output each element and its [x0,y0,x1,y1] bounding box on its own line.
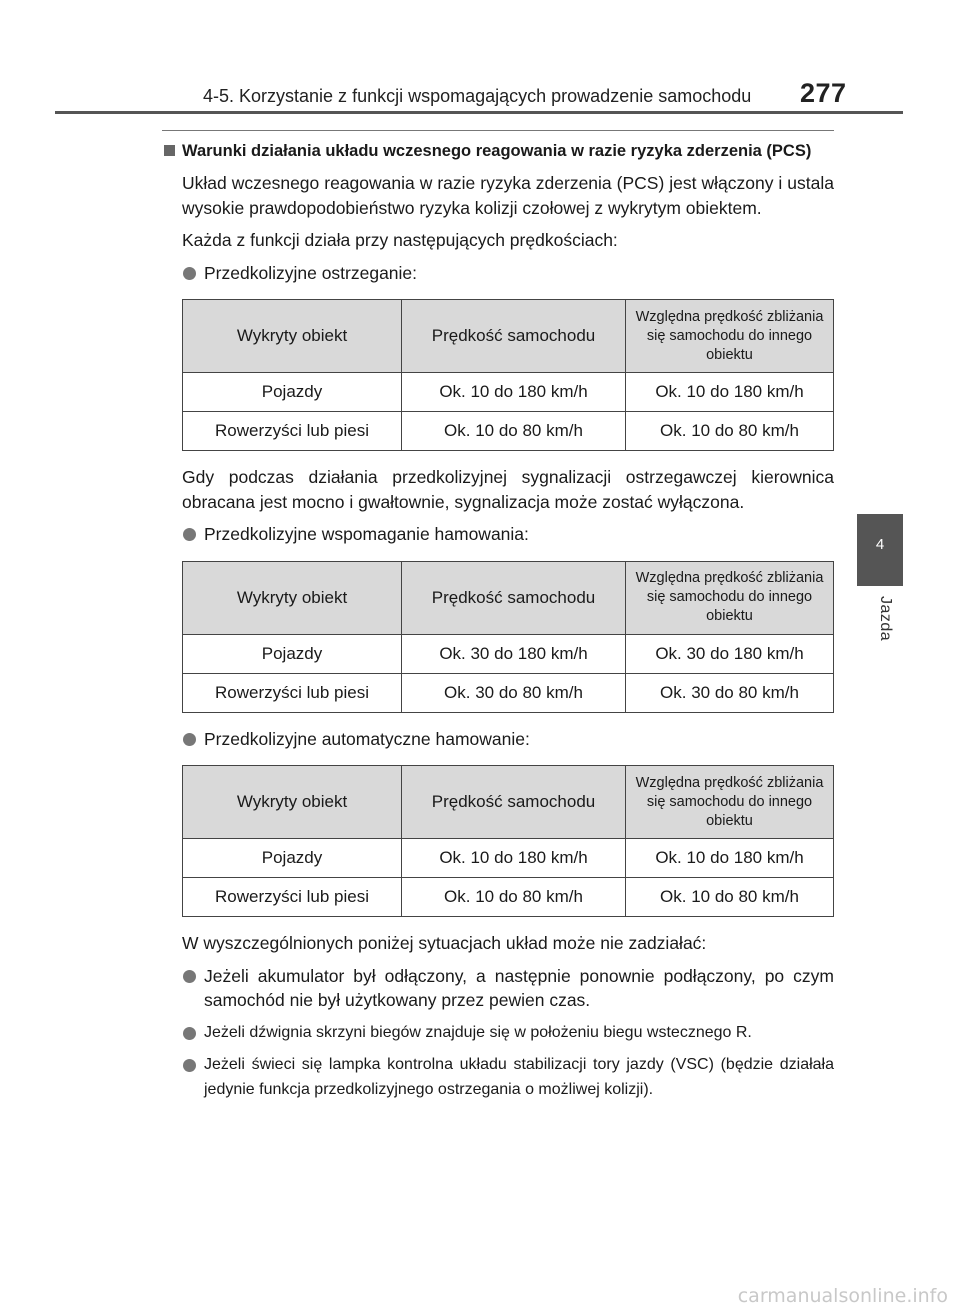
list-item [162,964,834,1013]
header-detected-object: Wykryty obiekt [183,300,402,373]
table-row [183,878,834,917]
header-vehicle-speed: Prędkość samochodu [402,766,626,839]
header-relative-speed: Względna prędkość zbliżania się samochodu do innego obiektu [626,300,834,373]
table-header-row [183,300,834,373]
speed-table-warning [182,299,834,451]
header-vehicle-speed: Prędkość samochodu [402,561,626,634]
list-item [162,727,834,752]
bullet-icon [183,970,196,983]
table-row [183,373,834,412]
chapter-side-tab [857,514,903,586]
table-cell: Ok. 30 do 80 km/h [626,673,834,712]
bullet-icon [183,267,196,280]
chapter-title: 4-5. Korzystanie z funkcji wspomagających prowadzenie samochodu [203,86,752,106]
table-cell: Ok. 10 do 180 km/h [402,373,626,412]
header-divider [55,111,903,114]
bullet-text: Jeżeli dźwignia skrzyni biegów znajduje się w położeniu biegu wstecznego R. [204,1023,752,1041]
bullet-text: Jeżeli akumulator był odłączony, a następnie ponownie podłączony, po czym samochód nie był użytkowany przez pewien czas. [204,965,834,1010]
bullet-text: Przedkolizyjne ostrzeganie: [204,262,418,283]
table-cell: Ok. 10 do 180 km/h [626,373,834,412]
page-header [0,0,960,112]
page-content [162,130,834,1102]
table-cell: Ok. 10 do 80 km/h [626,412,834,451]
table-cell: Ok. 10 do 180 km/h [626,839,834,878]
watermark: carmanualsonline.info [737,1285,948,1307]
table-cell: Ok. 10 do 180 km/h [402,839,626,878]
table-cell: Rowerzyści lub piesi [183,878,402,917]
bullet-icon [183,1059,196,1072]
table-cell: Ok. 10 do 80 km/h [402,412,626,451]
header-relative-speed: Względna prędkość zbliżania się samochodu do innego obiektu [626,766,834,839]
table-cell: Pojazdy [183,634,402,673]
table-header-row [183,561,834,634]
table-cell: Rowerzyści lub piesi [183,412,402,451]
page-number: 277 [800,78,847,108]
header-relative-speed: Względna prędkość zbliżania się samochodu do innego obiektu [626,561,834,634]
section-heading-text: Warunki działania układu wczesnego reagowania w razie ryzyka zderzenia (PCS) [182,142,812,160]
bullet-text: Jeżeli świeci się lampka kontrolna układu stabilizacji tory jazdy (VSC) (będzie działała jedynie funkcja przedkolizyjnego ostrzegania o możliwej kolizji). [204,1056,834,1098]
table-cell: Rowerzyści lub piesi [183,673,402,712]
intro-paragraph: Układ wczesnego reagowania w razie ryzyka zderzenia (PCS) jest włączony i ustala wysokie prawdopodobieństwo ryzyka kolizji czołowej z wykrytym obiektem. [182,173,834,218]
steering-note: Gdy podczas działania przedkolizyjnej sygnalizacji ostrzegawczej kierownica obracana jest mocno i gwałtownie, sygnalizacja może zostać wyłączona. [182,467,834,512]
header-detected-object: Wykryty obiekt [183,561,402,634]
header-detected-object: Wykryty obiekt [183,766,402,839]
table-cell: Pojazdy [183,373,402,412]
chapter-label: Jazda [877,596,894,642]
table-cell: Ok. 30 do 180 km/h [626,634,834,673]
bullet-text: Przedkolizyjne wspomaganie hamowania: [204,524,529,544]
table-cell: Ok. 30 do 180 km/h [402,634,626,673]
speed-table-auto-brake [182,765,834,917]
table-row [183,673,834,712]
list-item [162,522,834,547]
chapter-number: 4 [875,536,885,553]
list-item [162,1053,834,1102]
section-heading [162,139,834,163]
speed-table-brake-assist [182,561,834,713]
table-row [183,634,834,673]
conditions-intro: W wyszczególnionych poniżej sytuacjach układ może nie zadziałać: [182,933,707,953]
section-divider [162,130,834,131]
list-item [162,261,834,286]
bullet-icon [183,1027,196,1040]
bullet-icon [183,733,196,746]
table-cell: Pojazdy [183,839,402,878]
table-cell: Ok. 10 do 80 km/h [402,878,626,917]
table-row [183,412,834,451]
table-cell: Ok. 30 do 80 km/h [402,673,626,712]
header-vehicle-speed: Prędkość samochodu [402,300,626,373]
bullet-icon [183,528,196,541]
bullet-text: Przedkolizyjne automatyczne hamowanie: [204,728,530,749]
table-cell: Ok. 10 do 80 km/h [626,878,834,917]
speeds-intro: Każda z funkcji działa przy następujących prędkościach: [182,230,618,250]
square-bullet-icon [164,145,175,156]
list-item [162,1021,834,1046]
table-header-row [183,766,834,839]
table-row [183,839,834,878]
